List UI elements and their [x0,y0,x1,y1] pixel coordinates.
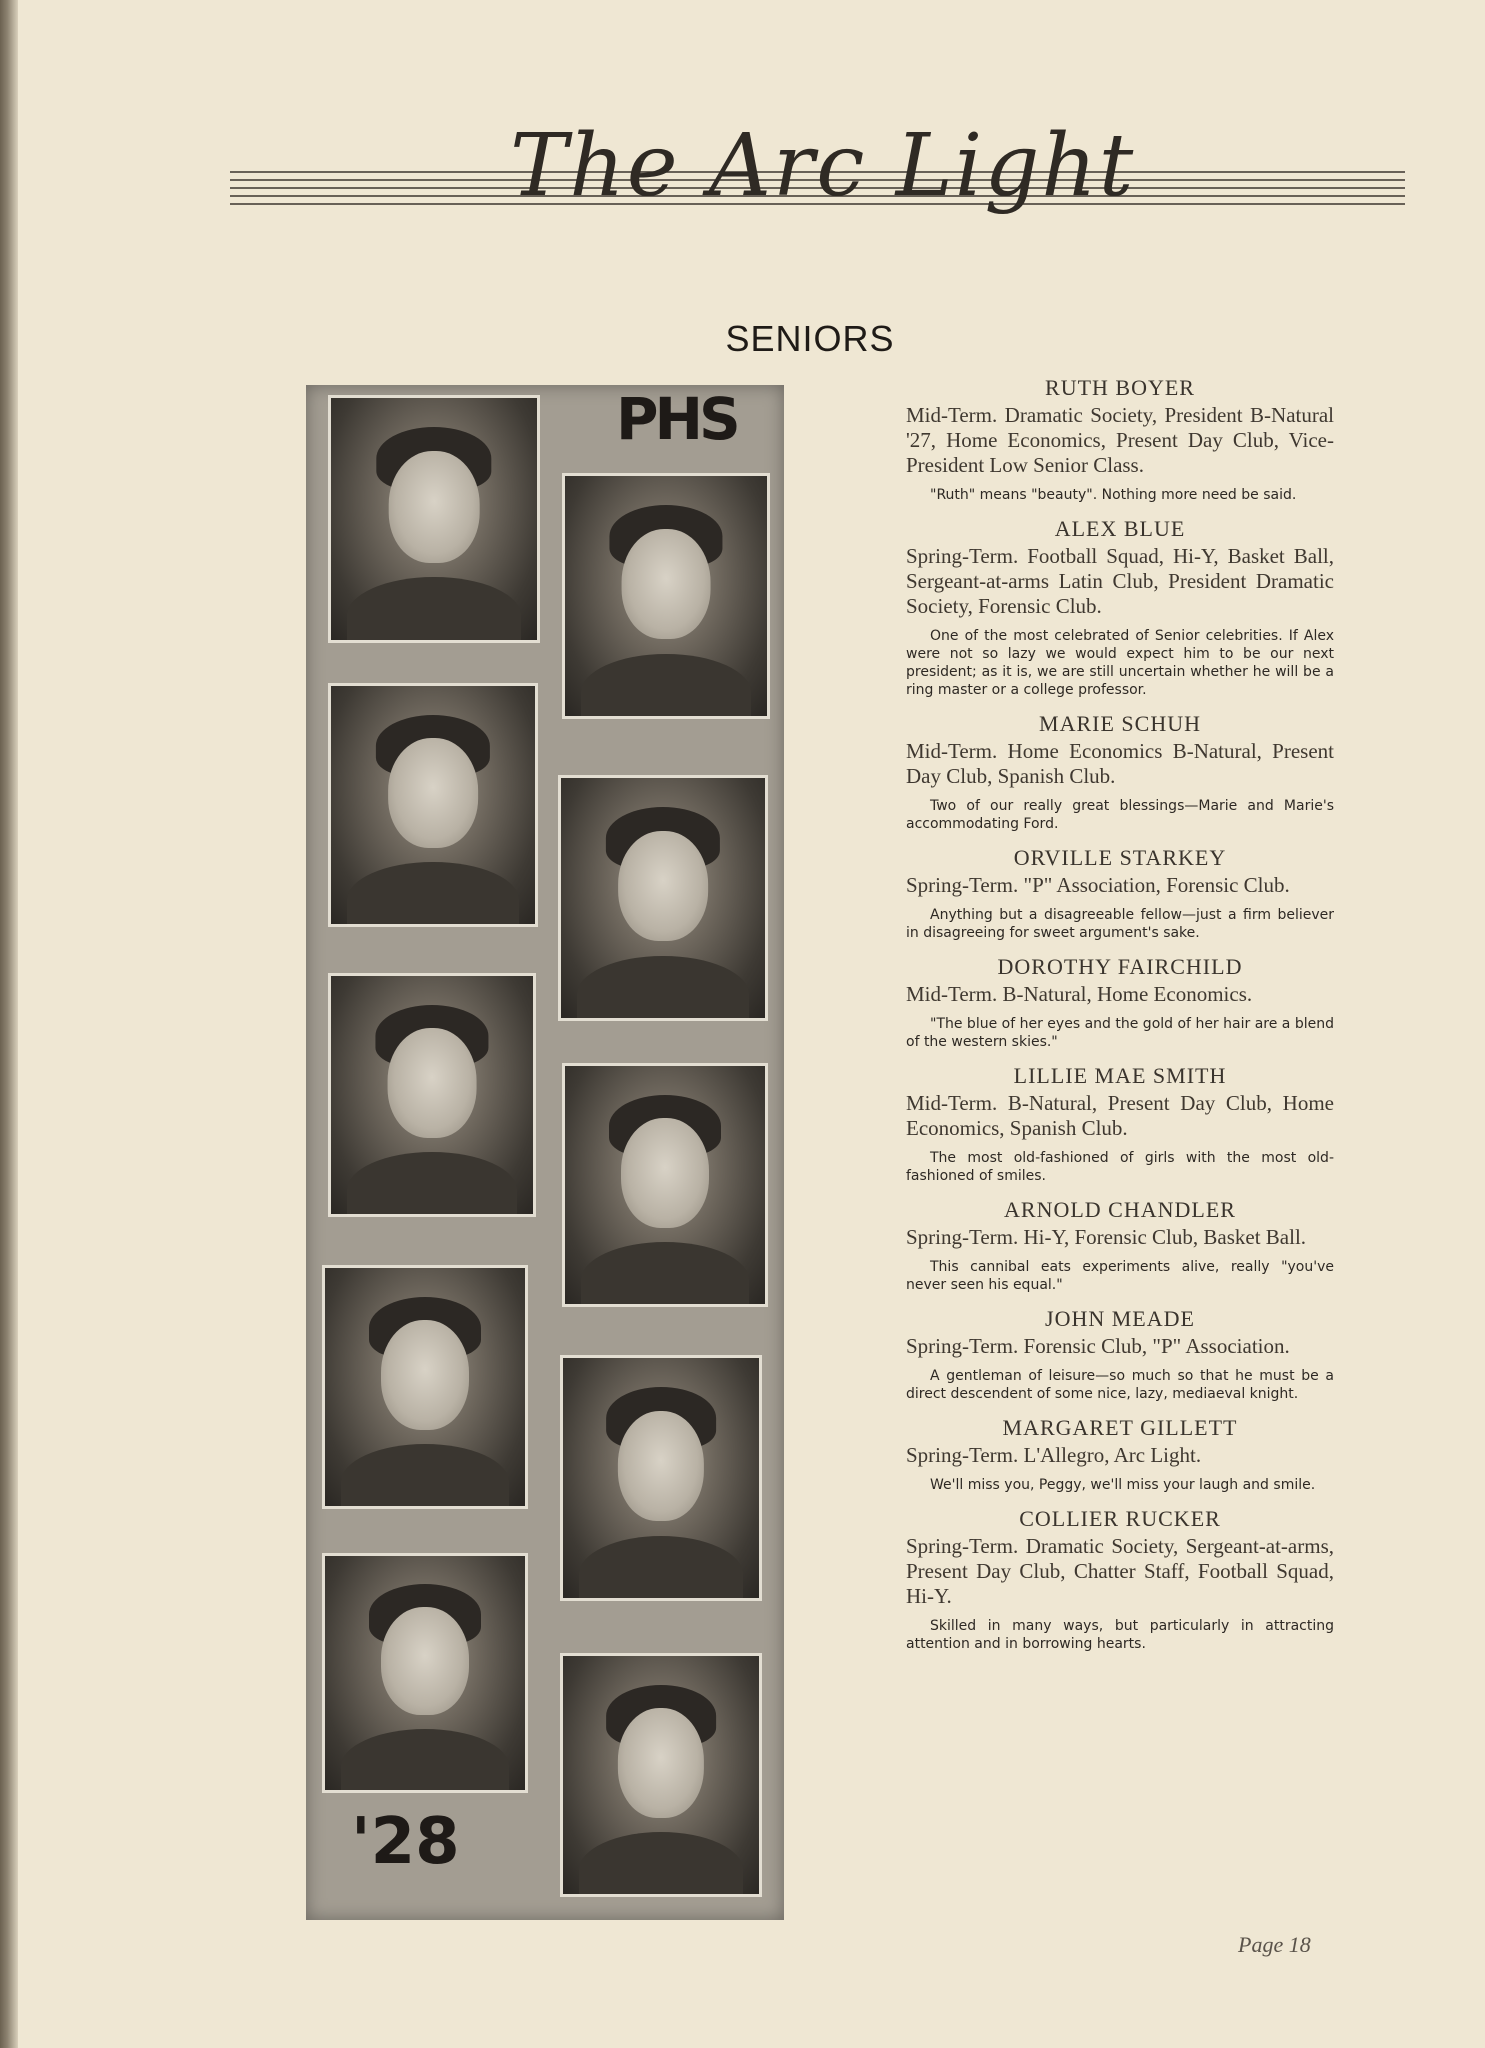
entry-ruth-boyer [906,375,1334,504]
entry-activities: Spring-Term. "P" Association, Forensic Club. [906,873,1290,897]
entry-lillie-mae-smith [906,1063,1334,1185]
entry-activities: Mid-Term. Dramatic Society, President B-Natural '27, Home Economics, Present Day Club, Vice-President Low Senior Class. [906,403,1334,477]
entry-name: JOHN MEADE [1045,1306,1195,1331]
entry-quote: "Ruth" means "beauty". Nothing more need be said. [930,487,1297,503]
entry-alex-blue [906,516,1334,699]
entry-name: LILLIE MAE SMITH [1013,1063,1227,1088]
entry-john-meade [906,1306,1334,1403]
portrait-lillie-mae-smith [562,1063,768,1307]
entry-name: DOROTHY FAIRCHILD [997,954,1243,979]
entry-activities: Mid-Term. B-Natural, Home Economics. [906,982,1253,1006]
entry-quote: Skilled in many ways, but particularly in attracting attention and in borrowing hearts. [906,1618,1334,1652]
entry-quote: One of the most celebrated of Senior celebrities. If Alex were not so lazy we would expect him to be our next president; as it is, we are still uncertain whether he will be a ring master or a college professor. [906,628,1334,698]
entry-name: COLLIER RUCKER [1019,1506,1221,1531]
entry-quote: Anything but a disagreeable fellow—just a firm believer in disagreeing for sweet argument's sake. [906,907,1334,941]
entry-activities: Spring-Term. Football Squad, Hi-Y, Basket Ball, Sergeant-at-arms Latin Club, President Dramatic Society, Forensic Club. [906,544,1334,618]
portrait-alex-blue [562,473,770,719]
portrait-ruth-boyer [328,395,540,643]
portrait-arnold-chandler [322,1265,528,1509]
entry-quote: The most old-fashioned of girls with the most old-fashioned of smiles. [906,1150,1334,1184]
school-monogram: PHS [616,385,737,453]
portrait-collier-rucker [560,1653,762,1897]
entry-activities: Spring-Term. Forensic Club, "P" Association. [906,1334,1290,1358]
portrait-orville-starkey [558,775,768,1021]
masthead [230,110,1405,280]
portrait-dorothy-fairchild [328,973,536,1217]
portrait-panel [306,385,784,1920]
section-title: SENIORS [725,318,895,359]
entry-quote: A gentleman of leisure—so much so that he must be a direct descendent of some nice, lazy, mediaeval knight. [906,1368,1334,1402]
portrait-john-meade [560,1355,762,1601]
entry-orville-starkey [906,845,1334,942]
entry-name: RUTH BOYER [1045,375,1195,400]
portrait-margaret-gillett [322,1553,528,1793]
entry-marie-schuh [906,711,1334,833]
entry-quote: We'll miss you, Peggy, we'll miss your laugh and smile. [930,1477,1316,1493]
page-number: Page 18 [1238,1932,1311,1957]
portrait-marie-schuh [328,683,538,927]
entry-arnold-chandler [906,1197,1334,1294]
entry-activities: Spring-Term. Dramatic Society, Sergeant-at-arms, Present Day Club, Chatter Staff, Football Squad, Hi-Y. [906,1534,1334,1608]
entry-activities: Mid-Term. Home Economics B-Natural, Present Day Club, Spanish Club. [906,739,1334,788]
entry-name: MARGARET GILLETT [1002,1415,1238,1440]
entry-name: MARIE SCHUH [1039,711,1201,736]
entry-collier-rucker [906,1506,1334,1653]
entry-quote: Two of our really great blessings—Marie and Marie's accommodating Ford. [906,798,1334,832]
entry-activities: Mid-Term. B-Natural, Present Day Club, Home Economics, Spanish Club. [906,1091,1334,1140]
entry-activities: Spring-Term. Hi-Y, Forensic Club, Basket Ball. [906,1225,1307,1249]
entry-quote: "The blue of her eyes and the gold of her hair are a blend of the western skies." [906,1016,1334,1050]
senior-entries [906,375,1334,1665]
entry-dorothy-fairchild [906,954,1334,1051]
entry-quote: This cannibal eats experiments alive, really "you've never seen his equal." [906,1259,1334,1293]
entry-activities: Spring-Term. L'Allegro, Arc Light. [906,1443,1202,1467]
entry-margaret-gillett [906,1415,1334,1494]
entry-name: ALEX BLUE [1054,516,1186,541]
entry-name: ORVILLE STARKEY [1013,845,1227,870]
class-year: '28 [351,1805,460,1879]
masthead-title: The Arc Light [510,116,1136,216]
page-binding-edge [0,0,18,2048]
entry-name: ARNOLD CHANDLER [1004,1197,1236,1222]
